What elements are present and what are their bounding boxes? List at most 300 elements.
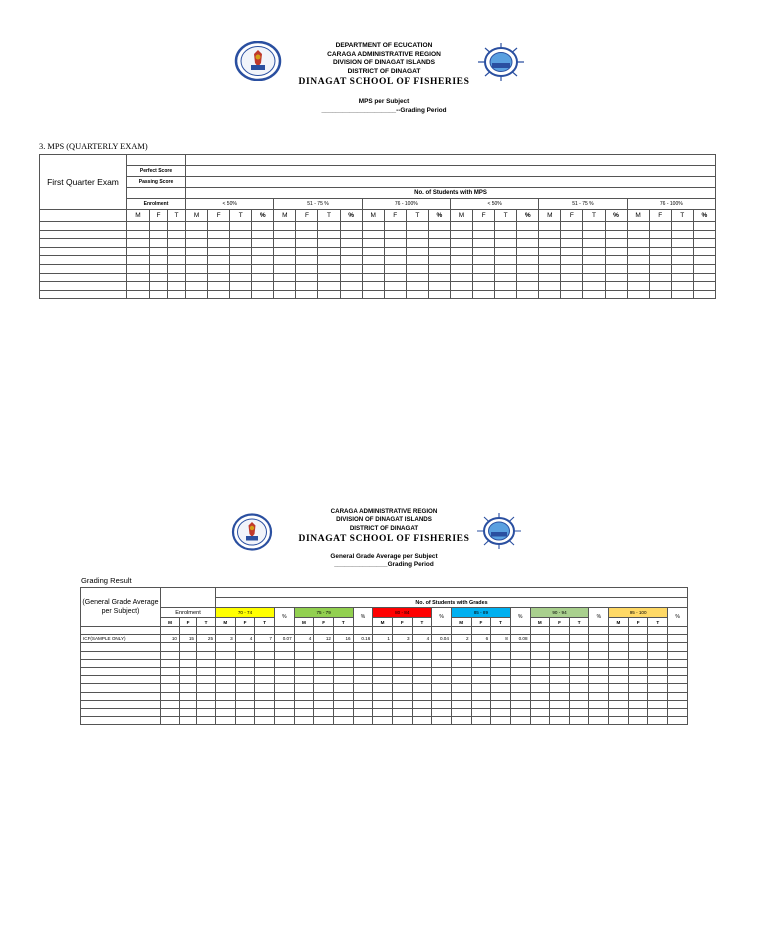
table-row — [40, 264, 716, 273]
table-row — [40, 273, 716, 282]
table-cell — [40, 256, 127, 265]
table-cell — [605, 230, 627, 239]
table-row — [40, 247, 716, 256]
table-cell — [668, 659, 688, 667]
table-cell — [180, 708, 197, 716]
table-cell — [314, 717, 334, 725]
table-cell — [197, 692, 216, 700]
table-cell — [609, 635, 629, 643]
table-cell — [589, 700, 609, 708]
table-cell — [450, 256, 472, 265]
table-cell — [550, 700, 570, 708]
table-cell — [333, 651, 353, 659]
table-cell — [693, 256, 715, 265]
table-cell: 3 — [392, 635, 412, 643]
table-cell — [81, 667, 161, 675]
table-cell — [628, 667, 648, 675]
grade-range-header: 80 - 84 — [373, 608, 432, 618]
table-cell — [605, 222, 627, 231]
table-cell — [340, 230, 362, 239]
col-pct: % — [605, 210, 627, 222]
table-cell — [539, 222, 561, 231]
table-cell — [274, 651, 294, 659]
table-cell — [530, 692, 550, 700]
table-cell — [583, 222, 605, 231]
table-cell — [583, 290, 605, 299]
col-m: M — [530, 618, 550, 627]
table-cell — [294, 692, 314, 700]
table-cell — [561, 273, 583, 282]
table-cell — [491, 651, 511, 659]
table-cell — [693, 239, 715, 248]
table-cell — [274, 222, 296, 231]
table-cell — [208, 282, 230, 291]
table-cell — [432, 692, 452, 700]
table-cell — [168, 230, 186, 239]
col-m: M — [294, 618, 314, 627]
table-cell — [412, 692, 432, 700]
table-cell — [235, 700, 255, 708]
table-cell — [318, 256, 340, 265]
table-cell — [362, 264, 384, 273]
school-seal-logo — [475, 42, 527, 82]
table-cell — [208, 230, 230, 239]
table-cell — [668, 717, 688, 725]
table-row — [81, 700, 688, 708]
table-cell — [314, 700, 334, 708]
table-cell — [274, 692, 294, 700]
table-cell — [569, 667, 589, 675]
table-cell — [274, 659, 294, 667]
col-t: T — [569, 618, 589, 627]
table-cell — [627, 290, 649, 299]
table-cell — [235, 651, 255, 659]
table-cell — [473, 256, 495, 265]
table-cell — [693, 273, 715, 282]
range-header: < 50% — [450, 199, 538, 210]
table-cell — [274, 708, 294, 716]
table-cell — [353, 659, 373, 667]
table-row — [81, 643, 688, 651]
table-cell — [495, 239, 517, 248]
deped-seal-logo — [231, 513, 273, 551]
table-cell — [628, 676, 648, 684]
table-cell: 16 — [333, 635, 353, 643]
table-cell — [668, 635, 688, 643]
table-cell — [589, 627, 609, 635]
table-cell — [627, 282, 649, 291]
table-cell — [392, 692, 412, 700]
table-cell — [412, 708, 432, 716]
enrolment-header: Enrolment — [161, 608, 216, 618]
table-cell — [428, 230, 450, 239]
table-cell — [428, 222, 450, 231]
table-cell — [569, 627, 589, 635]
table-cell — [648, 717, 668, 725]
table-cell: 12 — [314, 635, 334, 643]
table-cell — [81, 643, 161, 651]
col-t: T — [491, 618, 511, 627]
table-cell — [340, 222, 362, 231]
table-cell — [450, 222, 472, 231]
table-cell — [495, 273, 517, 282]
table-cell — [406, 264, 428, 273]
table-cell — [168, 256, 186, 265]
table-cell — [362, 282, 384, 291]
table-cell — [150, 264, 168, 273]
table-cell — [161, 708, 180, 716]
col-m: M — [451, 618, 471, 627]
table-cell — [473, 264, 495, 273]
table-cell — [451, 684, 471, 692]
table-cell — [353, 667, 373, 675]
table-cell — [318, 282, 340, 291]
table-cell — [693, 222, 715, 231]
col-f: F — [471, 618, 491, 627]
col-f: F — [235, 618, 255, 627]
table-cell — [81, 651, 161, 659]
table-cell — [274, 667, 294, 675]
table-cell — [649, 222, 671, 231]
table-cell — [161, 700, 180, 708]
table-cell — [628, 635, 648, 643]
table-cell — [517, 264, 539, 273]
table-cell — [671, 273, 693, 282]
table-cell — [127, 264, 150, 273]
table-cell — [517, 256, 539, 265]
table-cell — [180, 717, 197, 725]
pct-header: % — [353, 608, 373, 627]
table-cell — [451, 643, 471, 651]
table-cell — [589, 708, 609, 716]
group-header: No. of Students with MPS — [186, 188, 716, 199]
table-cell — [495, 264, 517, 273]
table-cell — [180, 651, 197, 659]
table-cell — [362, 239, 384, 248]
table-cell — [539, 273, 561, 282]
table-cell — [561, 239, 583, 248]
table-cell — [318, 239, 340, 248]
table-cell — [491, 667, 511, 675]
header-line: DEPARTMENT OF ECUCATION — [335, 42, 433, 49]
table-cell — [333, 659, 353, 667]
table-cell — [471, 667, 491, 675]
table-cell — [208, 256, 230, 265]
table-cell — [235, 643, 255, 651]
table-cell — [392, 684, 412, 692]
table-cell — [255, 717, 275, 725]
table-cell — [671, 247, 693, 256]
table-cell — [186, 247, 208, 256]
table-cell — [353, 684, 373, 692]
table-cell — [318, 247, 340, 256]
table-cell — [40, 282, 127, 291]
table-cell — [168, 239, 186, 248]
table-cell: 10 — [161, 635, 180, 643]
table-cell — [186, 256, 208, 265]
table-cell — [296, 222, 318, 231]
table-cell — [81, 700, 161, 708]
table-cell — [550, 651, 570, 659]
school-name: DINAGAT SCHOOL OF FISHERIES — [298, 534, 470, 545]
table-cell — [510, 676, 530, 684]
table-cell: 8 — [491, 635, 511, 643]
table-cell — [255, 676, 275, 684]
table-cell — [648, 676, 668, 684]
table-cell — [255, 627, 275, 635]
table-cell — [274, 282, 296, 291]
table-cell — [362, 273, 384, 282]
table-cell — [274, 643, 294, 651]
table-cell — [318, 264, 340, 273]
table-cell — [333, 692, 353, 700]
table-cell — [318, 273, 340, 282]
table-cell — [550, 708, 570, 716]
table-cell — [668, 708, 688, 716]
table-cell — [296, 264, 318, 273]
table-cell — [333, 708, 353, 716]
table-cell — [406, 256, 428, 265]
col-f: F — [150, 210, 168, 222]
table-cell — [340, 273, 362, 282]
table-cell — [168, 273, 186, 282]
table-cell — [668, 692, 688, 700]
table-cell — [230, 264, 252, 273]
col-f: F — [296, 210, 318, 222]
table-cell — [517, 222, 539, 231]
table-cell — [314, 627, 334, 635]
table-cell: 0.08 — [510, 635, 530, 643]
table-cell — [569, 635, 589, 643]
table-cell — [491, 700, 511, 708]
table-cell — [314, 667, 334, 675]
table-cell — [428, 247, 450, 256]
table-cell — [491, 627, 511, 635]
table-cell — [495, 290, 517, 299]
table-cell — [362, 247, 384, 256]
table-cell — [671, 282, 693, 291]
table-cell — [495, 256, 517, 265]
table-cell — [668, 651, 688, 659]
table-cell — [605, 239, 627, 248]
table-cell: 7 — [255, 635, 275, 643]
table-cell — [583, 230, 605, 239]
table-cell — [384, 273, 406, 282]
table-cell — [539, 247, 561, 256]
table-cell — [648, 643, 668, 651]
col-f: F — [392, 618, 412, 627]
header-line: CARAGA ADMINISTRATIVE REGION — [330, 508, 438, 515]
table-cell — [589, 659, 609, 667]
table-cell — [589, 684, 609, 692]
table-cell — [649, 290, 671, 299]
pct-header: % — [510, 608, 530, 627]
table-cell — [197, 651, 216, 659]
table-cell — [392, 676, 412, 684]
table-cell — [510, 717, 530, 725]
table-cell — [450, 247, 472, 256]
table-cell — [373, 692, 393, 700]
table-cell — [495, 230, 517, 239]
table-cell — [693, 247, 715, 256]
table-cell — [668, 700, 688, 708]
table-cell — [561, 222, 583, 231]
col-f: F — [208, 210, 230, 222]
table-cell — [491, 659, 511, 667]
table-cell — [432, 627, 452, 635]
table-cell — [216, 708, 236, 716]
table-cell — [627, 264, 649, 273]
table-cell — [197, 659, 216, 667]
table-cell — [161, 659, 180, 667]
table-cell — [392, 700, 412, 708]
table-cell — [589, 667, 609, 675]
col-m: M — [539, 210, 561, 222]
table-cell — [668, 676, 688, 684]
table-cell — [40, 239, 127, 248]
table-cell — [294, 627, 314, 635]
table-cell — [373, 627, 393, 635]
table-cell — [428, 290, 450, 299]
table-cell — [471, 700, 491, 708]
table-row — [81, 692, 688, 700]
col-f: F — [550, 618, 570, 627]
table-cell — [450, 282, 472, 291]
table-cell — [450, 264, 472, 273]
table-cell — [274, 717, 294, 725]
table-cell — [40, 247, 127, 256]
table-cell — [318, 230, 340, 239]
table-cell — [589, 651, 609, 659]
table-cell — [180, 676, 197, 684]
table-cell — [450, 273, 472, 282]
table-cell — [216, 676, 236, 684]
table-cell — [235, 667, 255, 675]
table-cell: 4 — [412, 635, 432, 643]
table-cell — [539, 282, 561, 291]
table-cell — [668, 667, 688, 675]
col-f: F — [314, 618, 334, 627]
table-cell — [473, 273, 495, 282]
table-cell — [150, 282, 168, 291]
table-cell — [605, 247, 627, 256]
table-cell — [252, 239, 274, 248]
table-row — [81, 676, 688, 684]
table-cell — [274, 676, 294, 684]
table-cell — [294, 659, 314, 667]
table-cell — [296, 282, 318, 291]
table-cell — [510, 684, 530, 692]
table-cell — [274, 230, 296, 239]
table-cell — [197, 708, 216, 716]
table-cell — [340, 282, 362, 291]
table-cell — [197, 700, 216, 708]
table-cell — [609, 684, 629, 692]
table-cell — [649, 273, 671, 282]
table-cell — [314, 684, 334, 692]
col-pct: % — [517, 210, 539, 222]
table-cell — [186, 264, 208, 273]
table-row — [81, 717, 688, 725]
pct-header: % — [274, 608, 294, 627]
header-1 — [0, 42, 768, 115]
table-cell — [406, 222, 428, 231]
col-f: F — [561, 210, 583, 222]
table-cell — [605, 273, 627, 282]
table-cell — [561, 230, 583, 239]
table-cell — [473, 290, 495, 299]
enrolment-header: Enrolment — [127, 199, 186, 210]
table-cell — [428, 264, 450, 273]
sample-row-label: ICF(SAMPLE ONLY) — [81, 635, 161, 643]
table-cell — [561, 247, 583, 256]
table-cell — [510, 643, 530, 651]
grade-range-header: 75 - 79 — [294, 608, 353, 618]
table-cell — [473, 282, 495, 291]
table-cell — [550, 684, 570, 692]
table-cell — [451, 708, 471, 716]
table-cell — [648, 659, 668, 667]
table-cell — [333, 676, 353, 684]
table-cell — [473, 230, 495, 239]
table-cell — [609, 676, 629, 684]
table-cell — [392, 667, 412, 675]
table-cell — [609, 667, 629, 675]
table-cell: 25 — [197, 635, 216, 643]
table-cell — [491, 717, 511, 725]
table-cell — [628, 692, 648, 700]
table-cell — [392, 643, 412, 651]
col-pct: % — [340, 210, 362, 222]
table-cell — [495, 247, 517, 256]
table-cell — [412, 676, 432, 684]
table-cell — [235, 708, 255, 716]
table-cell — [671, 222, 693, 231]
table-cell — [274, 627, 294, 635]
table-cell — [510, 708, 530, 716]
table-cell — [208, 247, 230, 256]
table-cell: 6 — [471, 635, 491, 643]
table-cell — [628, 651, 648, 659]
col-t: T — [648, 618, 668, 627]
table-cell: 0.16 — [353, 635, 373, 643]
col-t: T — [318, 210, 340, 222]
range-header: < 50% — [186, 199, 274, 210]
table-cell — [362, 230, 384, 239]
table-cell — [412, 627, 432, 635]
range-header: 76 - 100% — [627, 199, 715, 210]
table-cell — [208, 264, 230, 273]
table-cell — [628, 627, 648, 635]
table-cell — [648, 627, 668, 635]
table-cell — [180, 700, 197, 708]
table-cell — [252, 290, 274, 299]
table-cell — [530, 659, 550, 667]
table-cell — [384, 247, 406, 256]
pct-header: % — [432, 608, 452, 627]
table-cell — [340, 247, 362, 256]
table-cell — [428, 273, 450, 282]
table-cell — [362, 256, 384, 265]
table-cell — [471, 708, 491, 716]
col-t: T — [583, 210, 605, 222]
table-cell — [314, 643, 334, 651]
passing-score-label: Passing Score — [127, 177, 186, 188]
table-cell — [671, 239, 693, 248]
group-header: No. of Students with Grades — [216, 598, 688, 608]
table-cell — [235, 676, 255, 684]
col-t: T — [671, 210, 693, 222]
